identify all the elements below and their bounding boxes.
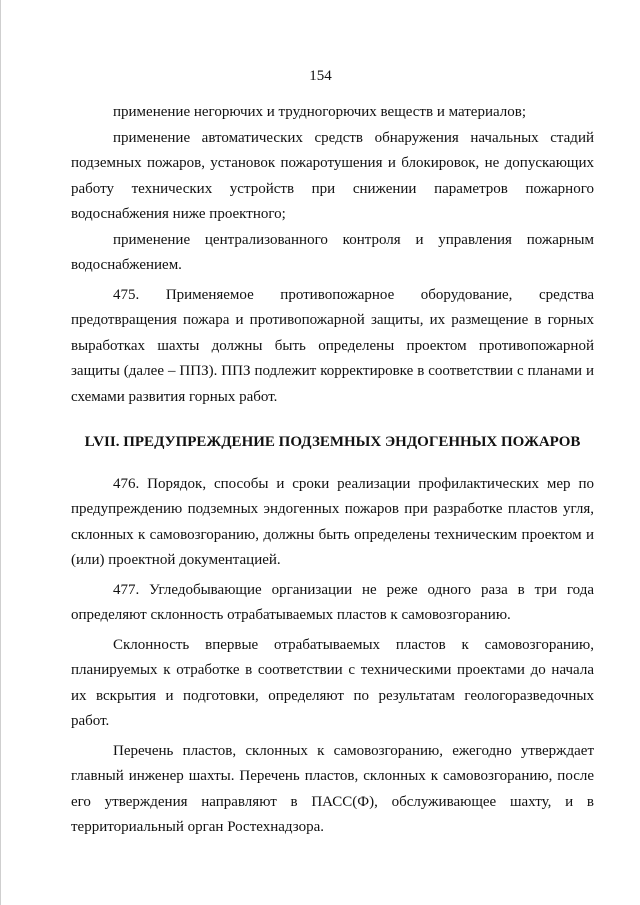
section-heading: LVII. ПРЕДУПРЕЖДЕНИЕ ПОДЗЕМНЫХ ЭНДОГЕННЫХ ПОЖАРОВ (84, 434, 581, 450)
paragraph-477: 477. Угледобывающие организации не реже одного раза в три года определяют склонность отрабатываемых пластов к самовозгоранию. (71, 581, 594, 623)
document-body (71, 100, 594, 841)
paragraph-476: 476. Порядок, способы и сроки реализации профилактических мер по предупреждению подземных эндогенных пожаров при разработке пластов угля, склонных к самовозгоранию, должны быть определены техническим проектом и (или) проектной документацией. (71, 475, 594, 568)
paragraph-nonflammable-materials: применение негорючих и трудногорючих веществ и материалов; (113, 104, 527, 120)
paragraph-centralized-control: применение централизованного контроля и управления пожарным водоснабжением. (71, 231, 594, 273)
paragraph-automatic-detection: применение автоматических средств обнаружения начальных стадий подземных пожаров, установок пожаротушения и блокировок, не допускающих работу технических устройств при снижении параметров пожарного водоснабжения ниже проектного; (71, 129, 594, 222)
paragraph-seam-list: Перечень пластов, склонных к самовозгоранию, ежегодно утверждает главный инженер шахты. Перечень пластов, склонных к самовозгоранию, после его утверждения направляют в ПАСС(Ф), обслуживающее шахту, и в территориальный орган Ростехнадзора. (71, 742, 594, 835)
paragraph-475: 475. Применяемое противопожарное оборудование, средства предотвращения пожара и противопожарной защиты, их размещение в горных выработках шахты должны быть определены проектом противопожарной защиты (далее – ППЗ). ППЗ подлежит корректировке в соответствии с планами и схемами развития горных работ. (71, 286, 594, 405)
paragraph-first-worked-seams: Склонность впервые отрабатываемых пластов к самовозгоранию, планируемых к отработке в соответствии с техническими проектами до начала их вскрытия и подготовки, определяют по результатам геологоразведочных работ. (71, 636, 594, 729)
page-number: 154 (309, 68, 332, 84)
